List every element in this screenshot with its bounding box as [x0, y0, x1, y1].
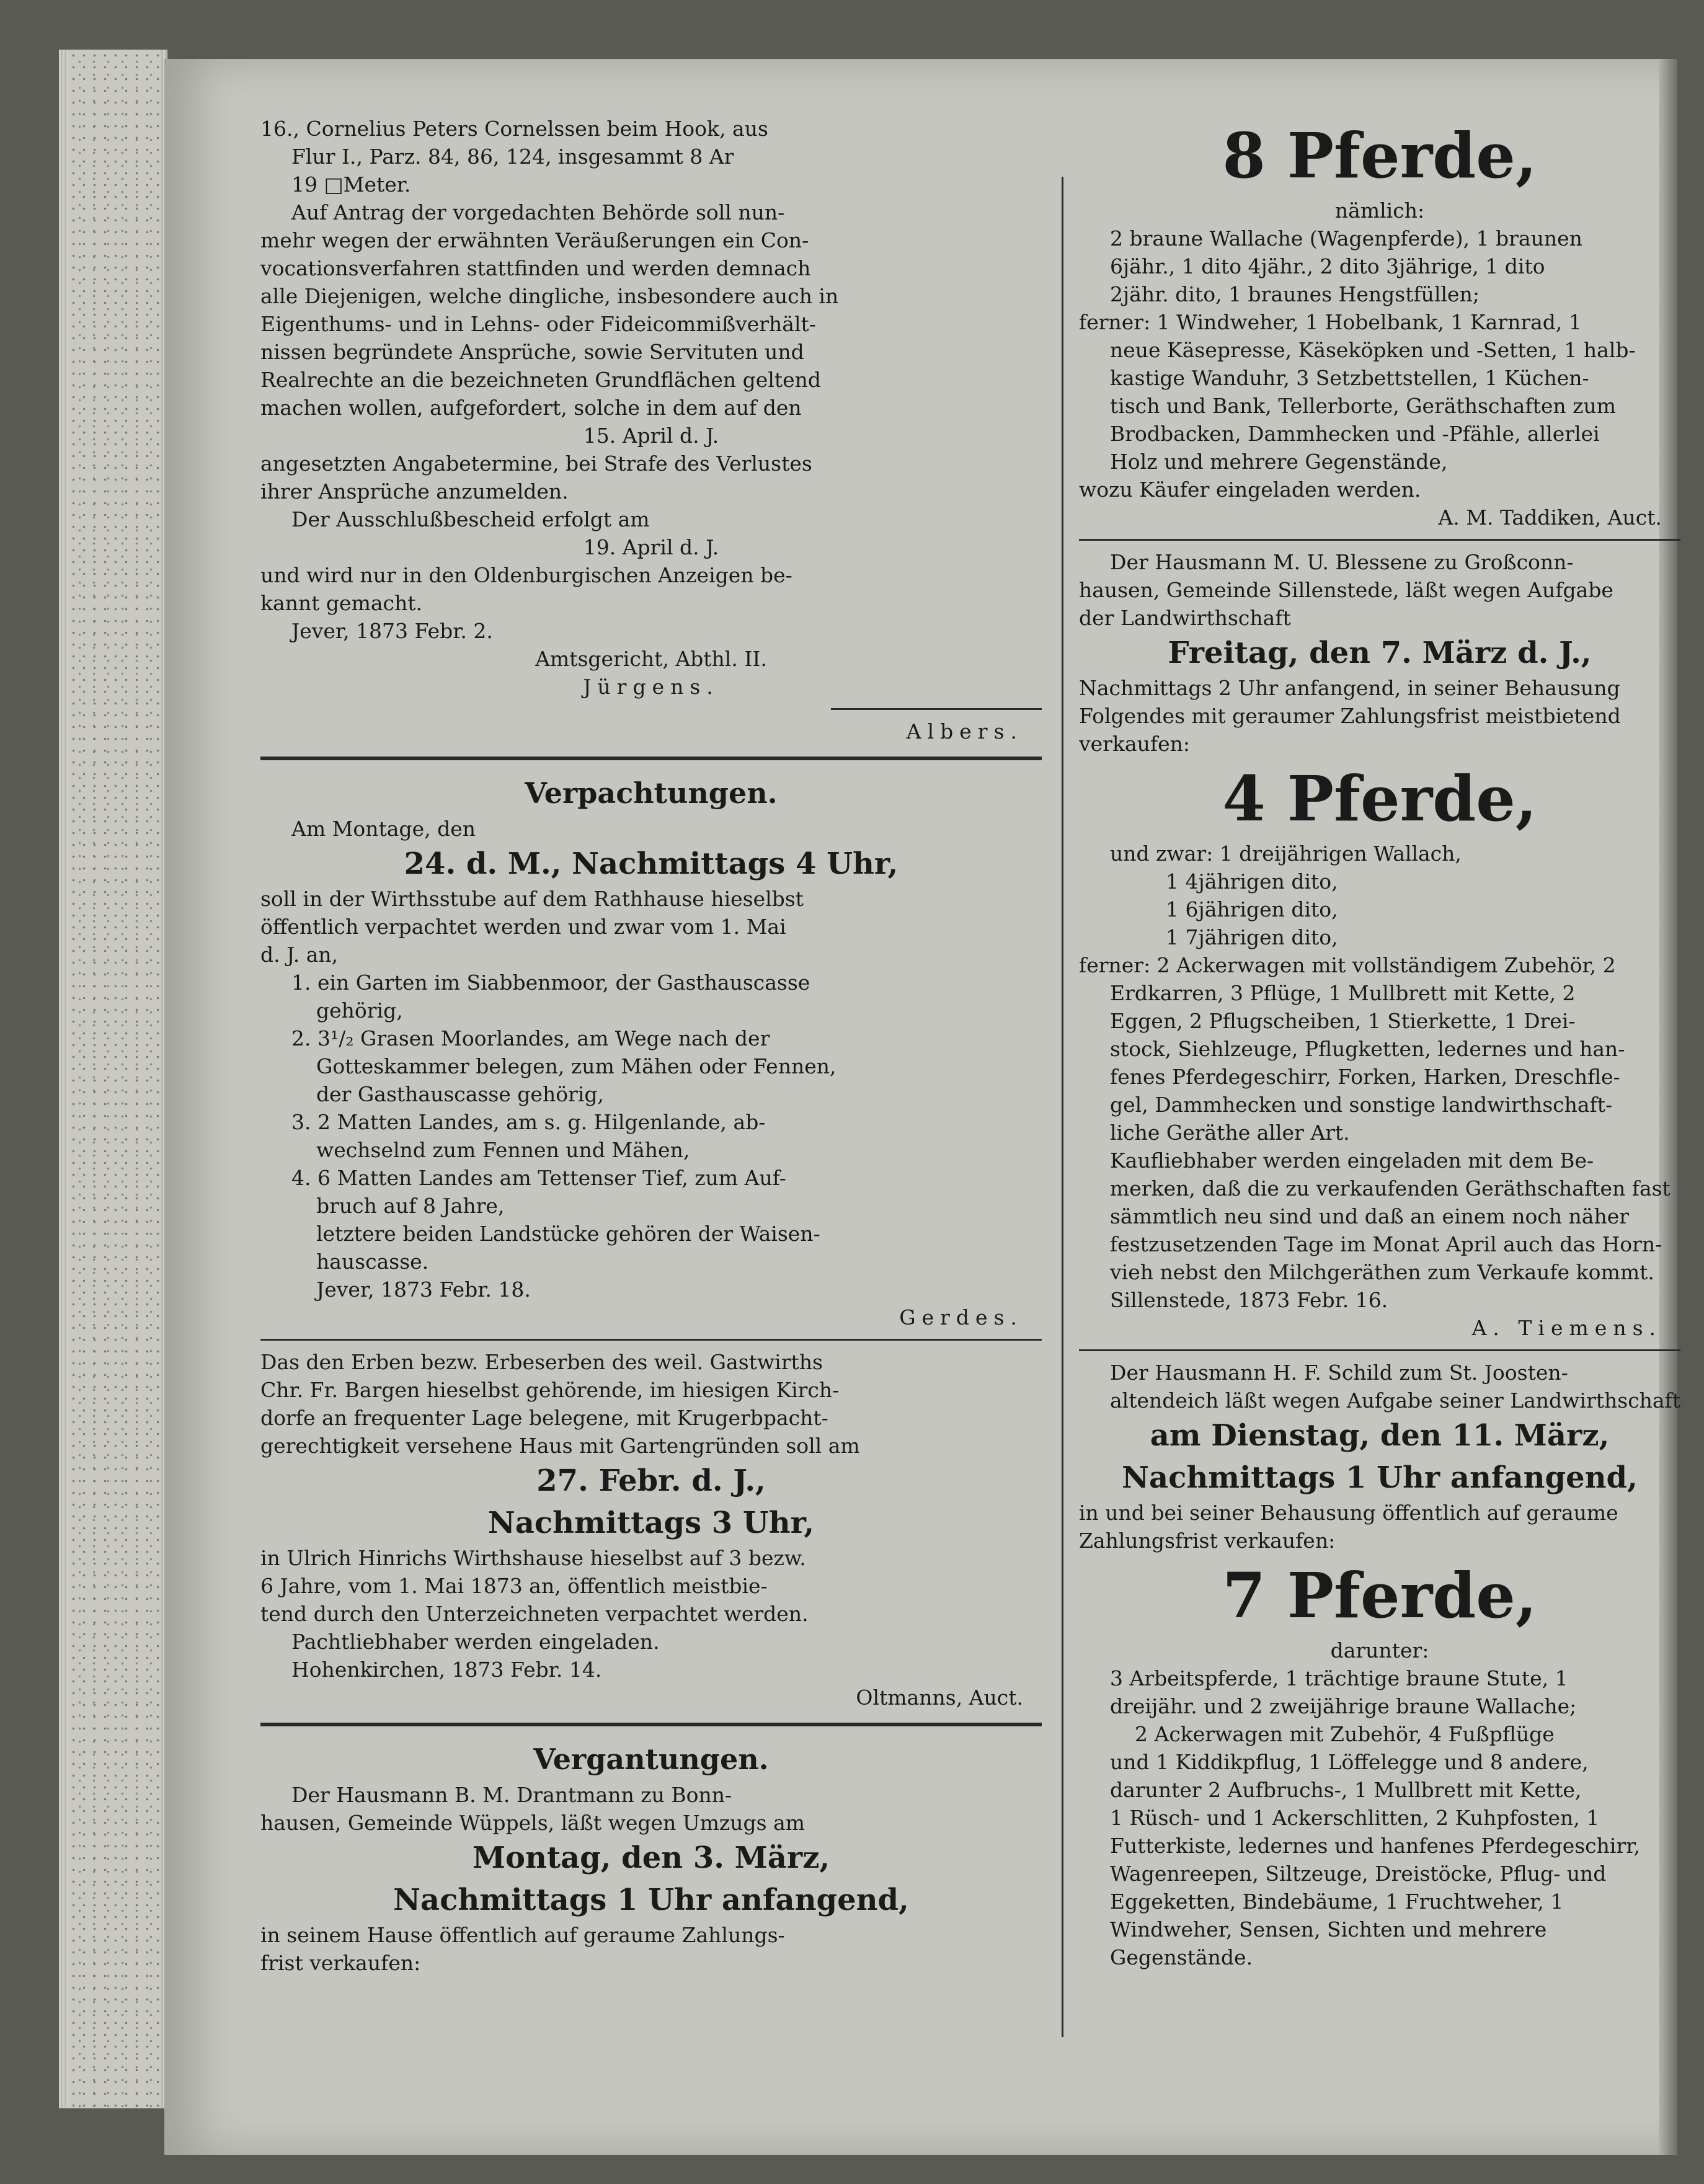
- date-line: 19. April d. J.: [583, 535, 719, 559]
- signature-name: Gerdes.: [899, 1305, 1023, 1329]
- text-line: neue Käsepresse, Käseköpken und -Setten, 1 halb-: [1110, 338, 1636, 362]
- place-date: Jever, 1873 Febr. 18.: [316, 1277, 531, 1302]
- text-line: Futterkiste, ledernes und hanfenes Pferdegeschirr,: [1110, 1834, 1640, 1858]
- section-title-leasing: Verpachtungen.: [525, 776, 778, 810]
- text-line: Realrechte an die bezeichneten Grundflächen geltend: [260, 368, 822, 392]
- list-item: 1. ein Garten im Siabbenmoor, der Gasthauscasse: [291, 970, 810, 995]
- text-line: Am Montage, den: [291, 817, 476, 841]
- text-line: machen wollen, aufgefordert, solche in dem auf den: [260, 396, 802, 420]
- signature-name: Albers.: [906, 719, 1023, 744]
- text-line: Eigenthums- und in Lehns- oder Fideicommißverhält-: [260, 312, 816, 336]
- notice-rule: [1079, 539, 1680, 541]
- right-column: [1079, 115, 1680, 1971]
- list-item: hauscasse.: [316, 1250, 429, 1274]
- text-line: Folgendes mit geraumer Zahlungsfrist meistbietend: [1079, 704, 1621, 728]
- text-line: 2 Ackerwagen mit Zubehör, 4 Fußpflüge: [1135, 1722, 1555, 1746]
- text-line: gel, Dammhecken und sonstige landwirthschaft-: [1110, 1093, 1613, 1117]
- headline: am Dienstag, den 11. März,: [1150, 1418, 1610, 1453]
- text-line: Gegenstände.: [1110, 1945, 1253, 1969]
- date-line: 15. April d. J.: [583, 424, 719, 448]
- text-line: ferner: 1 Windweher, 1 Hobelbank, 1 Karnrad, 1: [1079, 310, 1582, 334]
- text-line: in seinem Hause öffentlich auf geraume Zahlungs-: [260, 1923, 785, 1947]
- notice-auction-taddiken: [1079, 115, 1680, 531]
- signature-name: A. M. Taddiken, Auct.: [1438, 505, 1662, 530]
- list-item: bruch auf 8 Jahre,: [316, 1194, 505, 1218]
- headline: 24. d. M., Nachmittags 4 Uhr,: [404, 846, 899, 881]
- text-line: hausen, Gemeinde Wüppels, läßt wegen Umzugs am: [260, 1811, 805, 1835]
- headline: 27. Febr. d. J.,: [536, 1463, 766, 1498]
- signature-name: Jürgens.: [583, 675, 719, 699]
- list-item: wechselnd zum Fennen und Mähen,: [316, 1138, 690, 1162]
- text-line: öffentlich verpachtet werden und zwar vom 1. Mai: [260, 915, 786, 939]
- text-line: dreijähr. und 2 zweijährige braune Wallache;: [1110, 1694, 1577, 1718]
- text-line: Wagenreepen, Siltzeuge, Dreistöcke, Pflug- und: [1110, 1862, 1607, 1886]
- headline: 8 Pferde,: [1222, 119, 1537, 192]
- text-line: 6jähr., 1 dito 4jähr., 2 dito 3jährige, 1 dito: [1110, 254, 1545, 278]
- text-line: hausen, Gemeinde Sillenstede, läßt wegen Aufgabe: [1079, 578, 1613, 602]
- text-line: merken, daß die zu verkaufenden Geräthschaften fast: [1110, 1176, 1671, 1201]
- signature-name: Oltmanns, Auct.: [856, 1685, 1023, 1710]
- text-line: Pachtliebhaber werden eingeladen.: [291, 1630, 660, 1654]
- text-line: und wird nur in den Oldenburgischen Anzeigen be-: [260, 563, 792, 587]
- headline: 4 Pferde,: [1222, 762, 1537, 835]
- text-line: verkaufen:: [1079, 732, 1190, 756]
- notice-auction-blessene: [1079, 548, 1680, 1342]
- headline: Nachmittags 3 Uhr,: [487, 1506, 815, 1540]
- list-item: Gotteskammer belegen, zum Mähen oder Fennen,: [316, 1054, 836, 1078]
- text-line: Eggeketten, Bindebäume, 1 Fruchtweher, 1: [1110, 1889, 1564, 1914]
- text-line: Nachmittags 2 Uhr anfangend, in seiner Behausung: [1079, 676, 1620, 700]
- column-divider: [1062, 177, 1063, 2037]
- text-line: Holz und mehrere Gegenstände,: [1110, 450, 1448, 474]
- list-item: 1 7jährigen dito,: [1166, 925, 1338, 949]
- text-line: Der Hausmann B. M. Drantmann zu Bonn-: [291, 1783, 732, 1807]
- section-rule: [260, 757, 1042, 760]
- text-line: Eggen, 2 Pflugscheiben, 1 Stierkette, 1 Drei-: [1110, 1009, 1576, 1033]
- list-item: gehörig,: [316, 998, 403, 1023]
- text-line: stock, Siehlzeuge, Pflugketten, ledernes und han-: [1110, 1037, 1625, 1061]
- list-item: 3. 2 Matten Landes, am s. g. Hilgenlande, ab-: [291, 1110, 766, 1134]
- text-line: tend durch den Unterzeichneten verpachtet werden.: [260, 1602, 809, 1626]
- text-line: Brodbacken, Dammhecken und -Pfähle, allerlei: [1110, 422, 1600, 446]
- list-item: 4. 6 Matten Landes am Tettenser Tief, zum Auf-: [291, 1166, 786, 1190]
- text-line: darunter 2 Aufbruchs-, 1 Mullbrett mit Kette,: [1110, 1778, 1582, 1802]
- text-line: der Landwirthschaft: [1079, 606, 1291, 630]
- text-line: soll in der Wirthsstube auf dem Rathhause hieselbst: [260, 887, 804, 911]
- text-line: altendeich läßt wegen Aufgabe seiner Landwirthschaft: [1110, 1388, 1680, 1413]
- text-line: Der Hausmann H. F. Schild zum St. Joosten-: [1110, 1361, 1568, 1385]
- notice-rule: [1079, 1349, 1680, 1351]
- text-line: Windweher, Sensen, Sichten und mehrere: [1110, 1917, 1547, 1942]
- text-line: kastige Wanduhr, 3 Setzbettstellen, 1 Küchen-: [1110, 366, 1589, 390]
- text-line: in Ulrich Hinrichs Wirthshause hieselbst auf 3 bezw.: [260, 1546, 806, 1570]
- text-line: d. J. an,: [260, 943, 339, 967]
- text-line: 16., Cornelius Peters Cornelssen beim Hook, aus: [260, 117, 768, 141]
- place-date: Jever, 1873 Febr. 2.: [291, 619, 493, 643]
- notice-auction-drantmann: [260, 1781, 1042, 1977]
- headline: 7 Pferde,: [1222, 1559, 1537, 1632]
- text-line: vocationsverfahren stattfinden und werden demnach: [260, 256, 811, 280]
- text-line: vieh nebst den Milchgeräthen zum Verkaufe kommt.: [1110, 1260, 1654, 1284]
- text-line: Der Ausschlußbescheid erfolgt am: [291, 507, 650, 531]
- text-line: 2 braune Wallache (Wagenpferde), 1 braunen: [1110, 226, 1582, 251]
- signature-rule: [831, 708, 1042, 710]
- notice-lease-rathhaus: [260, 815, 1042, 1331]
- text-line: dorfe an frequenter Lage belegene, mit Krugerbpacht-: [260, 1406, 828, 1430]
- headline: Nachmittags 1 Uhr anfangend,: [393, 1883, 909, 1917]
- list-item: 1 4jährigen dito,: [1166, 869, 1338, 894]
- text-line: ferner: 2 Ackerwagen mit vollständigem Zubehör, 2: [1079, 953, 1616, 977]
- text-line: Das den Erben bezw. Erbeserben des weil. Gastwirths: [260, 1350, 823, 1374]
- text-line: liche Geräthe aller Art.: [1110, 1121, 1350, 1145]
- headline: Nachmittags 1 Uhr anfangend,: [1122, 1460, 1638, 1495]
- text-line: 2jähr. dito, 1 braunes Hengstfüllen;: [1110, 282, 1480, 306]
- text-line: ihrer Ansprüche anzumelden.: [260, 479, 569, 504]
- section-title-auctions: Vergantungen.: [533, 1742, 769, 1776]
- text-line: gerechtigkeit versehene Haus mit Gartengründen soll am: [260, 1434, 860, 1458]
- signature-name: A. Tiemens.: [1471, 1316, 1662, 1340]
- text-line: Flur I., Parz. 84, 86, 124, insgesammt 8 Ar: [291, 144, 734, 169]
- text-line: 1 Rüsch- und 1 Ackerschlitten, 2 Kuhpfosten, 1: [1110, 1806, 1600, 1830]
- text-line: fenes Pferdegeschirr, Forken, Harken, Dreschfle-: [1110, 1065, 1620, 1089]
- section-rule: [260, 1723, 1042, 1726]
- text-line: 3 Arbeitspferde, 1 trächtige braune Stute, 1: [1110, 1666, 1568, 1690]
- list-item: 2. 3¹/₂ Grasen Moorlandes, am Wege nach der: [291, 1026, 770, 1050]
- text-line: Der Hausmann M. U. Blessene zu Großconn-: [1110, 550, 1574, 574]
- text-line: nissen begründete Ansprüche, sowie Servituten und: [260, 340, 804, 364]
- text-line: angesetzten Angabetermine, bei Strafe des Verlustes: [260, 451, 812, 476]
- list-item: 1 6jährigen dito,: [1166, 897, 1338, 921]
- speckled-endpaper: [68, 50, 161, 2108]
- text-line: 19 □Meter.: [291, 172, 411, 197]
- text-line: mehr wegen der erwähnten Veräußerungen ein Con-: [260, 228, 809, 252]
- text-line: Erdkarren, 3 Pflüge, 1 Mullbrett mit Kette, 2: [1110, 981, 1576, 1005]
- text-line: wozu Käufer eingeladen werden.: [1079, 477, 1421, 502]
- text-line: 6 Jahre, vom 1. Mai 1873 an, öffentlich meistbie-: [260, 1574, 768, 1598]
- notice-lease-house: [260, 1348, 1042, 1711]
- text-line: und 1 Kiddikpflug, 1 Löffelegge und 8 andere,: [1110, 1750, 1589, 1774]
- place-date: Sillenstede, 1873 Febr. 16.: [1110, 1288, 1388, 1312]
- notice-convocation: [260, 115, 1042, 745]
- notice-rule: [260, 1339, 1042, 1341]
- text-line: tisch und Bank, Tellerborte, Geräthschaften zum: [1110, 394, 1617, 418]
- text-line: Chr. Fr. Bargen hieselbst gehörende, im hiesigen Kirch-: [260, 1378, 840, 1402]
- text-line: Kaufliebhaber werden eingeladen mit dem Be-: [1110, 1148, 1594, 1173]
- text-line: nämlich:: [1334, 198, 1425, 223]
- list-item: der Gasthauscasse gehörig,: [316, 1082, 605, 1106]
- place-date: Hohenkirchen, 1873 Febr. 14.: [291, 1658, 602, 1682]
- text-line: frist verkaufen:: [260, 1951, 421, 1975]
- text-line: alle Diejenigen, welche dingliche, insbesondere auch in: [260, 284, 839, 308]
- notice-auction-schild: [1079, 1359, 1680, 1971]
- list-item: letztere beiden Landstücke gehören der Waisen-: [316, 1222, 820, 1246]
- signature-court: Amtsgericht, Abthl. II.: [535, 647, 767, 671]
- left-column: [260, 115, 1042, 1977]
- text-line: Auf Antrag der vorgedachten Behörde soll nun-: [291, 200, 785, 224]
- text-line: kannt gemacht.: [260, 591, 423, 615]
- text-line: und zwar: 1 dreijährigen Wallach,: [1110, 841, 1462, 866]
- headline: Montag, den 3. März,: [472, 1840, 830, 1875]
- headline: Freitag, den 7. März d. J.,: [1168, 636, 1592, 670]
- text-line: darunter:: [1330, 1638, 1429, 1662]
- text-line: in und bei seiner Behausung öffentlich auf geraume: [1079, 1501, 1618, 1525]
- text-line: Zahlungsfrist verkaufen:: [1079, 1529, 1336, 1553]
- text-line: festzusetzenden Tage im Monat April auch das Horn-: [1110, 1232, 1662, 1256]
- text-line: sämmtlich neu sind und daß an einem noch näher: [1110, 1204, 1630, 1228]
